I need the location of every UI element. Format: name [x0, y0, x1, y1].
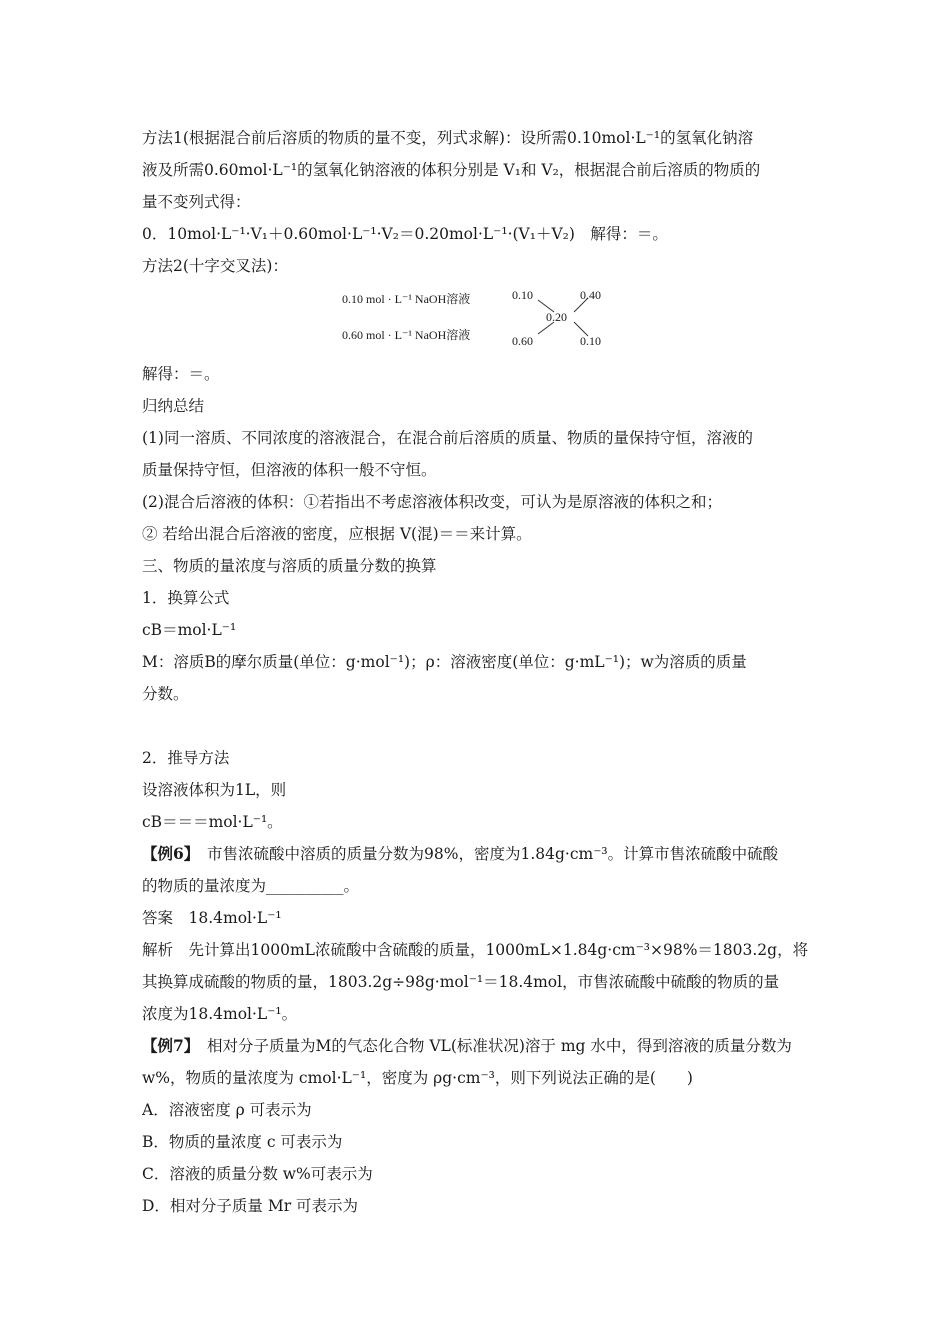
equation-line: 0．10mol·L⁻¹·V₁＋0.60mol·L⁻¹·V₂＝0.20mol·L⁻¹·(V₁＋V₂) 解得：＝。 [142, 225, 668, 243]
summary-1-line2: 质量保持守恒，但溶液的体积一般不守恒。 [142, 461, 437, 479]
option-c: C．溶液的质量分数 w%可表示为 [142, 1165, 373, 1183]
example6-tag: 【例6】 [142, 844, 192, 863]
cross-lines [142, 284, 822, 350]
method2-heading: 方法2(十字交叉法)： [142, 257, 288, 275]
example6-line1 [142, 838, 822, 870]
summary-1-line1: (1)同一溶质、不同浓度的溶液混合，在混合前后溶质的质量、物质的量保持守恒，溶液的 [142, 429, 753, 447]
diagram-top-right: 0.40 [580, 288, 601, 302]
option-b: B．物质的量浓度 c 可表示为 [142, 1133, 343, 1151]
diagram-center: 0.20 [546, 310, 567, 324]
solve-line: 解得：＝。 [142, 365, 220, 383]
example7-text1: 相对分子质量为M的气态化合物 VL(标准状况)溶于 mg 水中，得到溶液的质量分数为 [191, 1037, 792, 1055]
example7-line1 [142, 1030, 822, 1062]
option-d: D．相对分子质量 Mr 可表示为 [142, 1197, 359, 1215]
diagram-top-left: 0.10 [512, 288, 533, 302]
option-a: A．溶液密度 ρ 可表示为 [142, 1101, 312, 1119]
example6-line2: 的物质的量浓度为__________。 [142, 877, 360, 895]
example7-line2: w%，物质的量浓度为 cmol·L⁻¹，密度为 ρg·cm⁻³，则下列说法正确的是( ) [142, 1069, 693, 1087]
assume-line: 设溶液体积为1L，则 [142, 781, 287, 799]
formula-line: cB＝mol·L⁻¹ [142, 621, 237, 639]
diagram-bottom-right: 0.10 [580, 334, 601, 348]
derive-line: cB＝＝＝mol·L⁻¹。 [142, 813, 283, 831]
method1-line1: 方法1(根据混合前后溶质的物质的量不变，列式求解)：设所需0.10mol·L⁻¹的氢氧化钠溶 [142, 129, 754, 147]
blank-gap [142, 710, 822, 742]
diagram-row1-label: 0.10 mol · L⁻¹ NaOH溶液 [342, 292, 471, 306]
example6-text1: 市售浓硫酸中溶质的质量分数为98%，密度为1.84g·cm⁻³。计算市售浓硫酸中硫酸 [191, 845, 779, 863]
example6-analysis2: 其换算成硫酸的物质的量，1803.2g÷98g·mol⁻¹＝18.4mol，市售浓硫酸中硫酸的物质的量 [142, 973, 780, 991]
diagram-bottom-left: 0.60 [512, 334, 533, 348]
cross-method-diagram [142, 284, 822, 350]
method1-line3: 量不变列式得： [142, 193, 251, 211]
example6-analysis3: 浓度为18.4mol·L⁻¹。 [142, 1005, 298, 1023]
sub-heading-2: 2．推导方法 [142, 749, 230, 767]
document-page [142, 122, 822, 1222]
section-3-heading: 三、物质的量浓度与溶质的质量分数的换算 [142, 557, 437, 575]
example7-tag: 【例7】 [142, 1036, 192, 1055]
sub-heading-1: 1．换算公式 [142, 589, 230, 607]
example6-answer: 答案 18.4mol·L⁻¹ [142, 909, 282, 927]
summary-title: 归纳总结 [142, 397, 205, 415]
definition-line2: 分数。 [142, 685, 189, 703]
summary-2-line2: ② 若给出混合后溶液的密度，应根据 V(混)＝＝来计算。 [142, 525, 532, 543]
method1-line2: 液及所需0.60mol·L⁻¹的氢氧化钠溶液的体积分别是 V₁和 V₂，根据混合前后溶质的物质的 [142, 161, 761, 179]
diagram-row2-label: 0.60 mol · L⁻¹ NaOH溶液 [342, 328, 471, 342]
summary-2-line1: (2)混合后溶液的体积：①若指出不考虑溶液体积改变，可认为是原溶液的体积之和； [142, 493, 722, 511]
definition-line1: M：溶质B的摩尔质量(单位：g·mol⁻¹)；ρ：溶液密度(单位：g·mL⁻¹)；w为溶质的质量 [142, 653, 747, 671]
example6-analysis1: 解析 先计算出1000mL浓硫酸中含硫酸的质量，1000mL×1.84g·cm⁻³×98%＝1803.2g，将 [142, 941, 809, 959]
